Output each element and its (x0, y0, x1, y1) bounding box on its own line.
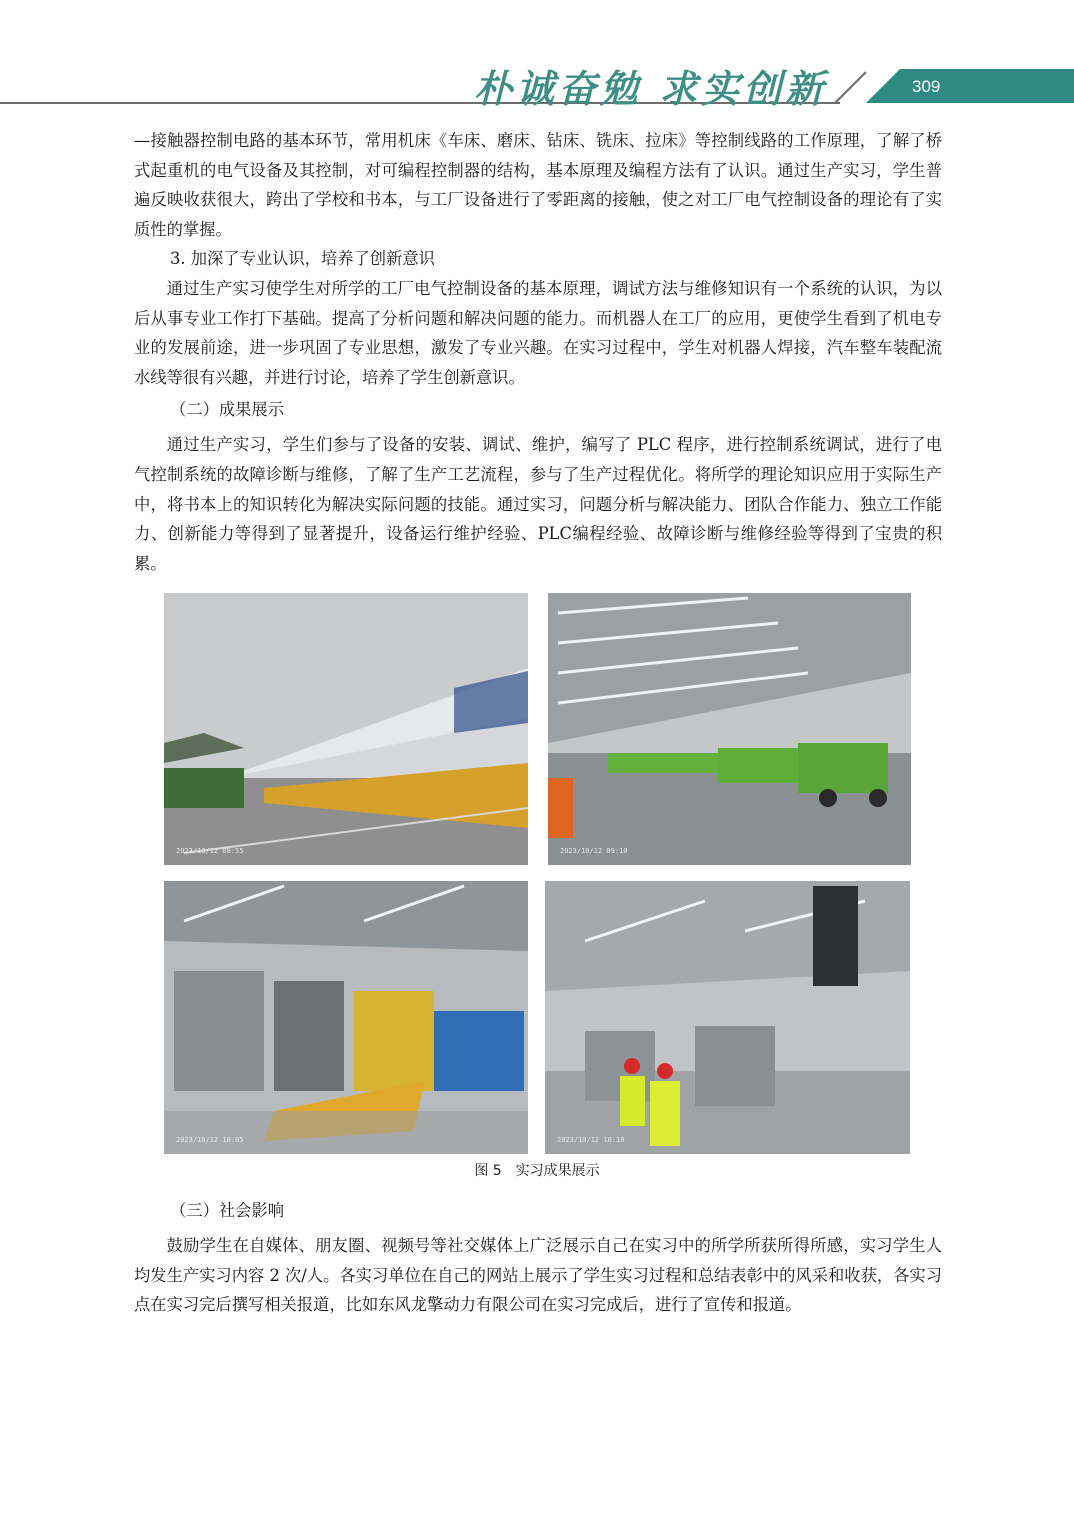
paragraph: 通过生产实习，学生们参与了设备的安装、调试、维护，编写了 PLC 程序，进行控制系统调试，进行了电气控制系统的故障诊断与维修，了解了生产工艺流程，参与了生产过程优化。将所学的理论知识应用于实际生产中，将书本上的知识转化为解决实际问题的技能。通过实习，问题分析与解决能力、团队合作能力、独立工作能力、创新能力等得到了显著提升，设备运行维护经验、PLC编程经验、故障诊断与维修经验等得到了宝贵的积累。 (134, 435, 942, 573)
paragraph: 鼓励学生在自媒体、朋友圈、视频号等社交媒体上广泛展示自己在实习中的所学所获所得所感，实习学生人均发生产实习内容 2 次/人。各实习单位在自己的网站上展示了学生实习过程和总结表彰中的风采和收获，各实习点在实习完后撰写相关报道，比如东风龙擎动力有限公司在实习完成后，进行了宣传和报道。 (134, 1236, 942, 1315)
student-visit-photo (545, 881, 910, 1154)
robot-welding-photo (164, 881, 528, 1154)
section-heading: （二）成果展示 (170, 400, 284, 420)
item-heading: 3. 加深了专业认识，培养了创新意识 (170, 249, 435, 269)
body-text-bottom (134, 1193, 942, 1320)
page-number: 309 (912, 77, 941, 96)
photo-timestamp: 2023/10/12 08:55 (176, 847, 244, 855)
section-heading: （三）社会影响 (170, 1201, 284, 1220)
assembly-hall-photo (548, 593, 911, 865)
photo-timestamp: 2023/10/12 10:05 (176, 1136, 244, 1144)
paragraph: 通过生产实习使学生对所学的工厂电气控制设备的基本原理，调试方法与维修知识有一个系统的认识，为以后从事专业工作打下基础。提高了分析问题和解决问题的能力。而机器人在工厂的应用，更使学生看到了机电专业的发展前途，进一步巩固了专业思想，激发了专业兴趣。在实习过程中，学生对机器人焊接，汽车整车装配流水线等很有兴趣，并进行讨论，培养了学生创新意识。 (134, 278, 942, 387)
photo-timestamp: 2023/10/12 09:10 (560, 847, 628, 855)
factory-exterior-photo (164, 593, 528, 865)
page-header (0, 0, 1074, 110)
school-motto: 朴诚奋勉 求实创新 (474, 66, 828, 111)
paragraph: —接触器控制电路的基本环节，常用机床《车床、磨床、钻床、铣床、拉床》等控制线路的工作原理，了解了桥式起重机的电气设备及其控制，对可编程控制器的结构，基本原理及编程方法有了认识。通过生产实习，学生普遍反映收获很大，跨出了学校和书本，与工厂设备进行了零距离的接触，使之对工厂电气控制设备的理论有了实质性的掌握。 (134, 131, 942, 239)
figure-caption: 图 5 实习成果展示 (474, 1163, 600, 1179)
body-text-top (134, 126, 942, 578)
photo-timestamp: 2023/10/12 10:10 (557, 1136, 625, 1144)
